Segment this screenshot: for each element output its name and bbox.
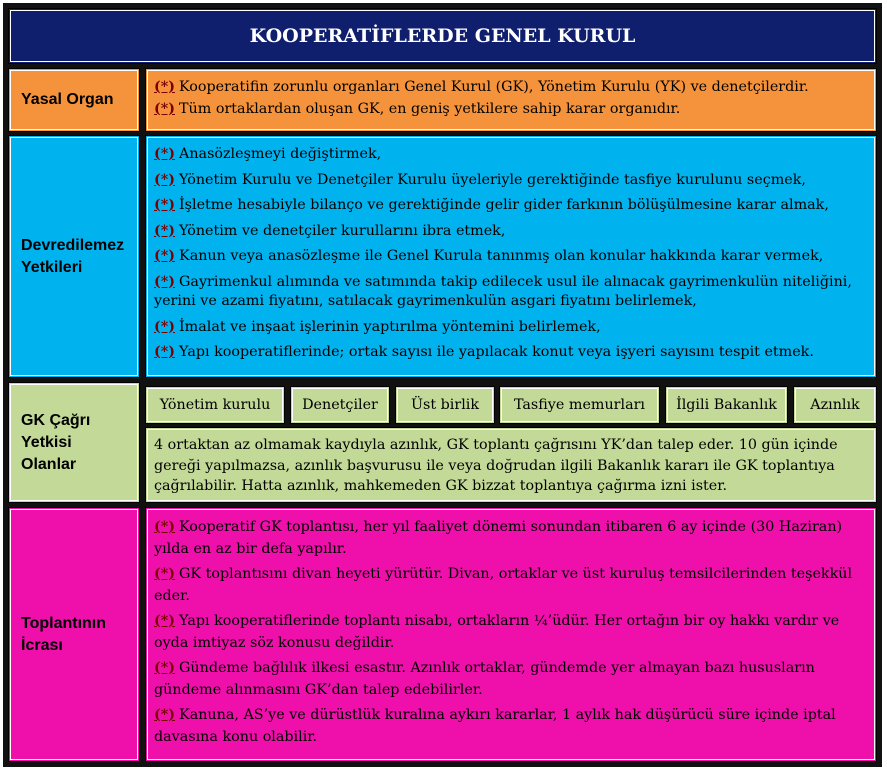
list-item: (*) Kanun veya anasözleşme ile Genel Kurula tanınmış olan konular hakkında karar vermek,: [154, 248, 824, 264]
list-item: (*) Gündeme bağlılık ilkesi esastır. Azınlık ortaklar, gündemde yer almayan bazı hususların gündeme alınmasını GK’dan talep edebilirler.: [154, 660, 815, 698]
list-item: (*) İmalat ve inşaat işlerinin yaptırılma yöntemini belirlemek,: [154, 318, 601, 335]
list-item: (*) Yönetim Kurulu ve Denetçiler Kurulu üyeleriyle gerektiğinde tasfiye kurulunu seçmek,: [154, 171, 806, 188]
list-item: (*) Kanuna, AS’ye ve dürüstlük kuralına aykırı kararlar, 1 aylık hak düşürücü süre içinde iptal davasına konu olabilir.: [154, 707, 836, 745]
row-label-toplantinin-icrasi: Toplantının İcrası: [8, 507, 140, 762]
caller-denetciler: Denetçiler: [290, 386, 390, 424]
row-content-gk-cagri: 4 ortaktan az olmamak kaydıyla azınlık, GK toplantı çağrısını YK’dan talep eder. 10 gün içinde gereği yapılmazsa, azınlık başvurusu ile veya doğrudan ilgili Bakanlık kararı ile GK toplantıya çağrılabilir. Hatta azınlık, mahkemeden GK bizzat toplantıya çağırma izni ister.: [145, 427, 877, 503]
list-item: (*) İşletme hesabiyle bilanço ve gerektiğinde gelir gider farkının bölüşülmesine karar almak,: [154, 197, 829, 213]
list-item: (*) Yapı kooperatiflerinde toplantı nisabı, ortakların ¼’üdür. Her ortağın bir oy hakkı vardır ve oyda imtiyaz söz konusu değildir.: [154, 613, 840, 651]
list-item: (*) Yapı kooperatiflerinde; ortak sayısı ile yapılacak konut veya işyeri sayısını tespit etmek.: [154, 344, 814, 360]
document-table: [3, 3, 882, 767]
row-content-devredilemez-yetkileri: [145, 135, 877, 378]
caller-tasfiye-memurlari: Tasfiye memurları: [499, 386, 660, 424]
caller-ilgili-bakanlik: İlgili Bakanlık: [665, 386, 788, 424]
list-item: (*) Gayrimenkul alımında ve satımında takip edilecek usul ile alınacak gayrimenkulün niteliğini, yerini ve azami fiyatını, satılacak gayrimenkulün asgari fiyatını belirlemek,: [154, 273, 852, 309]
page-title: KOOPERATİFLERDE GENEL KURUL: [249, 25, 636, 47]
list-item: (*) Kooperatif GK toplantısı, her yıl faaliyet dönemi sonundan itibaren 6 ay içinde (30 Haziran) yılda en az bir defa yapılır.: [154, 519, 843, 557]
list-item: (*) GK toplantısını divan heyeti yürütür. Divan, ortaklar ve üst kuruluş temsilcilerinden teşekkül eder.: [154, 566, 853, 604]
table-header: [8, 8, 877, 64]
row-label-yasal-organ: Yasal Organ: [8, 68, 140, 132]
row-label-gk-cagri-yetkisi: GK Çağrı Yetkisi Olanlar: [8, 382, 140, 503]
list-item: (*) Yönetim ve denetçiler kurullarını ibra etmek,: [154, 222, 506, 239]
list-item: (*) Kooperatifin zorunlu organları Genel Kurul (GK), Yönetim Kurulu (YK) ve denetçilerdir.: [154, 79, 809, 95]
row-content-yasal-organ: [145, 68, 877, 132]
caller-yonetim-kurulu: Yönetim kurulu: [145, 386, 285, 424]
caller-ust-birlik: Üst birlik: [395, 386, 495, 424]
row-label-devredilemez-yetkileri: Devredilemez Yetkileri: [8, 135, 140, 378]
row-content-toplantinin-icrasi: [145, 507, 877, 762]
list-item: (*) Tüm ortaklardan oluşan GK, en geniş yetkilere sahip karar organıdır.: [154, 101, 681, 117]
caller-azinlik: Azınlık: [793, 386, 877, 424]
list-item: (*) Anasözleşmeyi değiştirmek,: [154, 146, 382, 162]
